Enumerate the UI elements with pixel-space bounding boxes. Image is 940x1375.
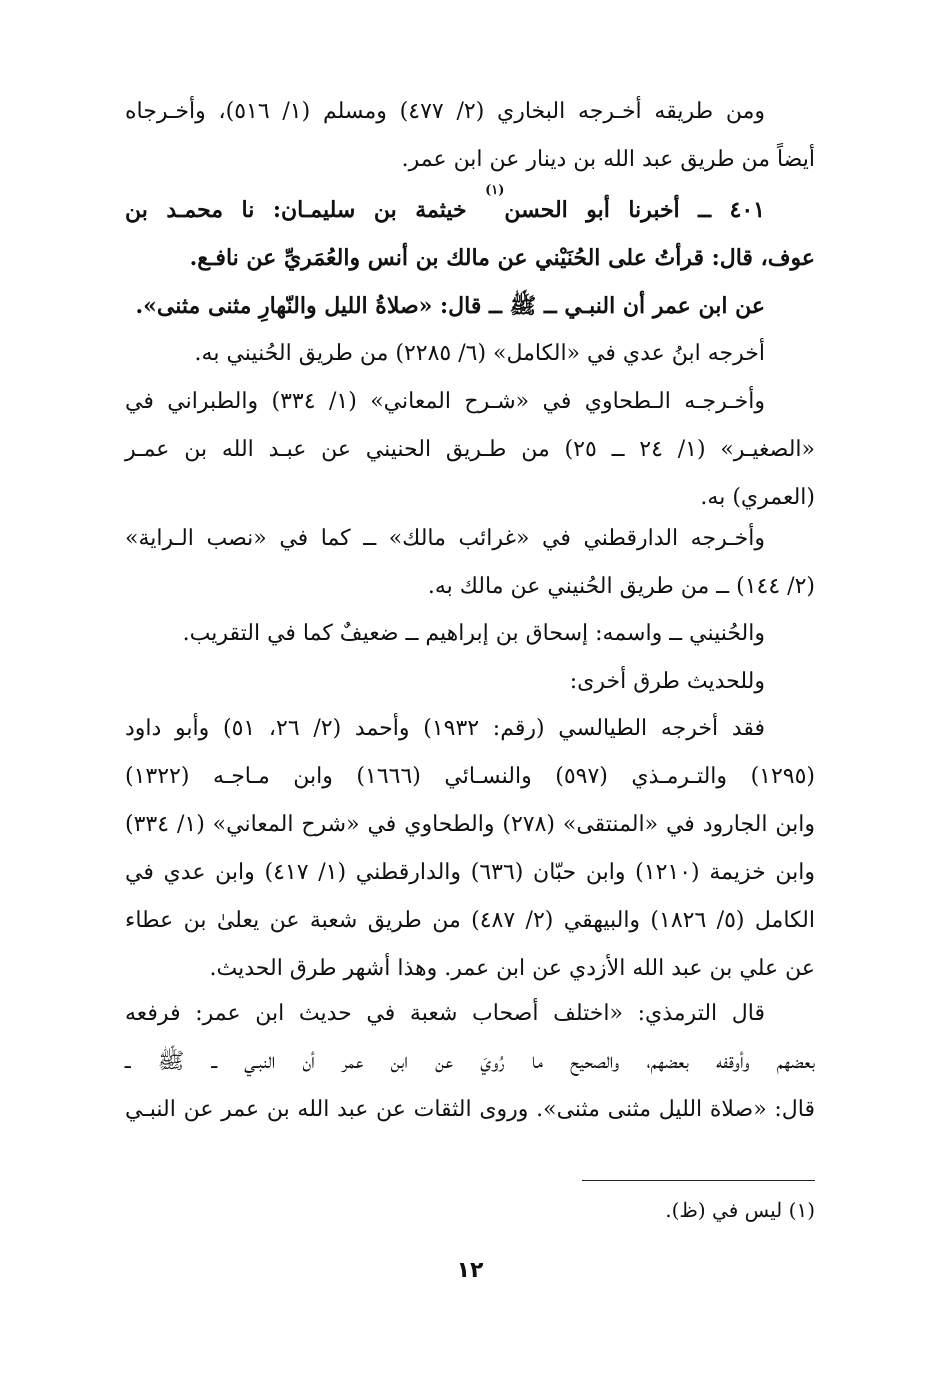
- footnote: (١) ليس في (ظ).: [665, 1198, 815, 1222]
- hadith-isnad-line: [125, 183, 815, 234]
- text-line: وابن خزيمة (١٢١٠) وابن حبّان (٦٣٦) والدارقطني (١/ ٤١٧) وابن عدي في: [125, 860, 816, 885]
- hadith-isnad-cont: خيثمة بن سليمـان: نا محمـد بن: [125, 197, 486, 223]
- text-line: الكامل (٥/ ١٨٢٦) والبيهقي (٢/ ٤٨٧) من طريق شعبة عن يعلىٰ بن عطاء: [125, 908, 815, 933]
- paragraph-tirmidhi: [125, 990, 815, 1134]
- text-line: أيضاً من طريق عبد الله بن دينار عن ابن عمر.: [401, 147, 815, 172]
- paragraph-1: [125, 88, 815, 184]
- text-line: وابن الجارود في «المنتقى» (٢٧٨) والطحاوي في «شرح المعاني» (١/ ٣٣٤): [125, 812, 815, 837]
- text-line: عن علي بن عبد الله الأزدي عن ابن عمر. وهذا أشهر طرق الحديث.: [209, 956, 815, 981]
- text-line: (العمري) به.: [700, 485, 815, 510]
- text-line: أخرجه ابنُ عدي في «الكامل» (٦/ ٢٢٨٥) من طريق الحُنيني به.: [194, 341, 765, 366]
- text-line: وللحديث طرق أخرى:: [569, 669, 765, 694]
- text-line: وأخـرجه الدارقطني في «غرائب مالك» ــ كما في «نصب الـراية»: [125, 526, 765, 551]
- text-line: ومن طريقه أخـرجه البخاري (٢/ ٤٧٧) ومسلم (١/ ٥١٦)، وأخـرجاه: [125, 99, 765, 124]
- text-line: بعضهم وأوقفه بعضهم، والصحيح ما رُويَ عن ابن عمر أن النبـي ــ ﷺ ــ: [125, 1049, 815, 1074]
- text-line: (١٢٩٥) والتـرمـذي (٥٩٧) والنسـائي (١٦٦٦) وابن مـاجـه (١٣٢٢): [125, 764, 816, 789]
- footnote-marker: (١): [485, 183, 505, 198]
- text-line: «الصغيـر» (١/ ٢٤ ــ ٢٥) من طـريق الحنيني عن عبـد الله بن عمـر: [125, 437, 815, 462]
- text-line: قال الترمذي: «اختلف أصحاب شعبة في حديث ابن عمر: فرفعه: [125, 1001, 765, 1026]
- text-line: وأخـرجـه الـطحاوي في «شـرح المعاني» (١/ ٣٣٤) والطبراني في: [125, 389, 765, 414]
- footnote-divider: [582, 1180, 815, 1181]
- text-line: والحُنيني ــ واسمه: إسحاق بن إبراهيم ــ ضعيفٌ كما في التقريب.: [182, 621, 765, 646]
- paragraph-other-routes: [125, 705, 815, 993]
- takhrij-paragraphs: [125, 330, 815, 522]
- paragraph-daraqutni: [125, 515, 815, 611]
- hadith-number-text: ٤٠١ ــ أخبرنا أبو الحسن: [504, 197, 765, 223]
- hadith-isnad-line: عوف، قال: قرأتُ على الحُنَيْني عن مالك بن أنس والعُمَريِّ عن نافـع.: [189, 245, 815, 271]
- text-line: (٢/ ١٤٤) ــ من طريق الحُنيني عن مالك به.: [427, 574, 815, 599]
- text-line: قال: «صلاة الليل مثنى مثنى». وروى الثقات عن عبد الله بن عمر عن النبـي: [125, 1097, 815, 1122]
- page-number: ١٢: [456, 1258, 484, 1283]
- paragraph-hunaini: [125, 610, 815, 706]
- hadith-matn-line: عن ابن عمر أن النبـي ــ ﷺ ــ قال: «صلاةُ الليل والنّهارِ مثنى مثنى».: [135, 293, 765, 319]
- hadith-401: [125, 183, 815, 330]
- text-line: فقد أخرجه الطيالسي (رقم: ١٩٣٢) وأحمد (٢/ ٢٦، ٥١) وأبو داود: [125, 716, 766, 741]
